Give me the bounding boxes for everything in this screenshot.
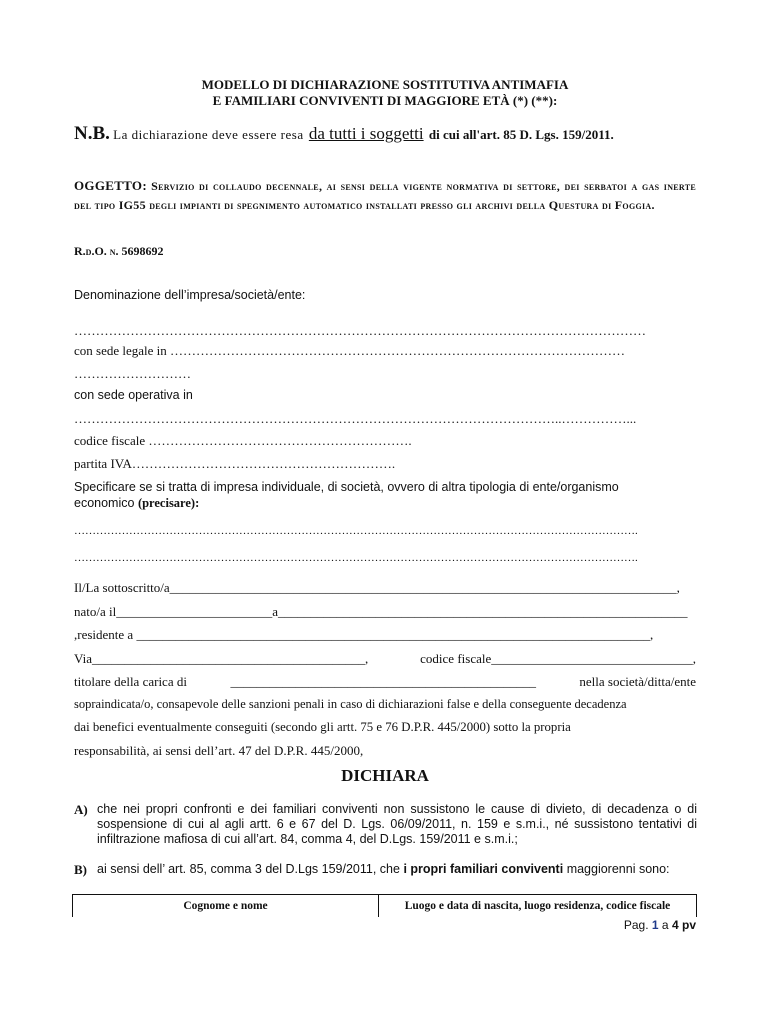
denominazione-label: Denominazione dell’impresa/società/ente: (74, 288, 306, 302)
nb-emphasis: da tutti i soggetti (308, 124, 424, 143)
titolare-label: titolare della carica di (74, 674, 187, 689)
col-cognome-nome: Cognome e nome (73, 895, 379, 918)
item-b-text1: ai sensi dell’ art. 85, comma 3 del D.Lgs 159/2011, che (97, 862, 400, 876)
col-dati-anagrafici: Luogo e data di nascita, luogo residenza, codice fiscale (379, 895, 697, 918)
benefici-line: dai benefici eventualmente conseguiti (secondo gli artt. 75 e 76 D.P.R. 445/2000) sotto la propria (74, 720, 571, 734)
footer-prefix: Pag. (623, 918, 649, 932)
titolare-row (74, 674, 696, 690)
sede-operativa-label: con sede operativa in (74, 388, 193, 402)
item-b-label: B) (74, 862, 87, 877)
specificare-text: Specificare se si tratta di impresa individuale, di società, ovvero di altra tipologia di ente/organismo (74, 480, 619, 494)
nb-note (74, 125, 696, 144)
specificare-line2 (74, 496, 696, 511)
consapevole-line: sopraindicata/o, consapevole delle sanzioni penali in caso di dichiarazioni false e della conseguente decadenza (74, 697, 627, 711)
via-field[interactable]: Via__________________________________________, (74, 651, 369, 666)
economico-text: economico (74, 496, 135, 510)
item-a-text: che nei propri confronti e dei familiari conviventi non sussistono le cause di divieto, di decadenza o di sospensione di cui al agli artt. 6 e 67 del D. Lgs. 06/09/2011, n. 159 e s.m.i., né sussistono tentativi di infiltrazione mafiosa di cui all’art. 84, comma 4, del D.Lgs. 159/2011 e s.m.i.; (97, 802, 697, 846)
footer-sep: a (661, 918, 669, 932)
familiari-table (72, 894, 697, 917)
titolare-suffix: nella società/ditta/ente (579, 674, 696, 689)
sottoscritto-field[interactable]: Il/La sottoscritto/a______________________________________________________________________________, (74, 580, 680, 595)
denominazione-field[interactable]: …………………………………………………………………………………………………………………… (74, 323, 646, 338)
residente-field[interactable]: ,residente a _______________________________________________________________________________, (74, 627, 654, 642)
nb-text2: di cui all'art. 85 D. Lgs. 159/2011. (428, 127, 614, 142)
nb-lead: N.B. (74, 123, 110, 144)
precisare-text: (precisare): (137, 496, 200, 510)
codice-fiscale-field[interactable]: codice fiscale ……………………………………………………. (74, 433, 412, 448)
via-row (74, 651, 696, 667)
oggetto-text: Servizio di collaudo decennale, ai sensi della vigente normativa di settore, dei serbatoi a gas inerte del tipo IG55 degli impianti di spegnimento automatico installati presso gli archivi della Questura di Foggia. (74, 179, 696, 212)
partita-iva-field[interactable]: partita IVA……………………………………………………. (74, 456, 396, 471)
responsabilita-line: responsabilità, ai sensi dell’art. 47 del D.P.R. 445/2000, (74, 743, 364, 758)
footer-page-number: 1 (651, 918, 659, 932)
footer-total-pages: 4 (671, 918, 679, 932)
sede-legale-field[interactable]: con sede legale in …………………………………………………………………………………………… (74, 343, 626, 358)
tipologia-field-1[interactable]: ………………………………………………………………………………………………………………………………………. (74, 525, 638, 537)
document-title-line1: MODELLO DI DICHIARAZIONE SOSTITUTIVA ANTIMAFIA (201, 77, 569, 92)
oggetto-paragraph (74, 177, 696, 215)
item-b-bold: i propri familiari conviventi (403, 862, 564, 876)
titolare-field[interactable]: _______________________________________________ (230, 674, 536, 689)
dichiara-heading: DICHIARA (341, 766, 429, 785)
specificare-line1 (74, 480, 696, 494)
document-title-line2: E FAMILIARI CONVIVENTI DI MAGGIORE ETÀ (*) (**): (212, 93, 558, 108)
footer-suffix: pv (681, 918, 696, 932)
page-footer (624, 918, 696, 932)
sede-legale-continuation[interactable]: ……………………… (74, 366, 191, 381)
rdo-number: R.d.O. n. 5698692 (74, 244, 164, 258)
tipologia-field-2[interactable]: ………………………………………………………………………………………………………………………………………. (74, 552, 638, 564)
item-b-text2: maggiorenni sono: (566, 862, 670, 876)
nb-text1: La dichiarazione deve essere resa (113, 127, 304, 142)
sede-operativa-field[interactable]: …………………………………………………………………………………………………..……………... (74, 411, 637, 426)
table-header-row (73, 895, 697, 918)
codice-fiscale-personale-field[interactable]: codice fiscale_______________________________, (420, 651, 696, 666)
item-b-text (97, 862, 697, 877)
item-a-label: A) (74, 802, 88, 817)
nato-field[interactable]: nato/a il________________________a_______________________________________________________________ (74, 604, 688, 619)
oggetto-lead: OGGETTO: (74, 178, 147, 193)
